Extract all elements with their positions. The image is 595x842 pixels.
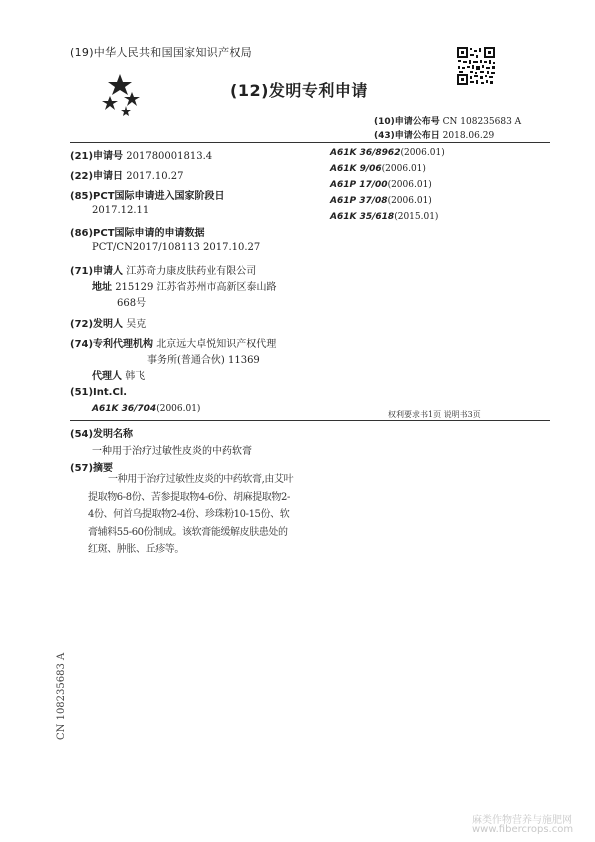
publication-date-row <box>374 128 494 141</box>
ipc-code: A61K 9/06 <box>330 164 382 174</box>
ipc-version: (2006.01) <box>400 148 445 158</box>
intcl-row <box>92 404 200 414</box>
abstract-label: (57)摘要 <box>70 463 114 474</box>
pct-entry-date: 2017.12.11 <box>92 205 150 216</box>
intcl-code: A61K 36/704 <box>92 404 157 414</box>
abstract-text: 一种用于治疗过敏性皮炎的中药软膏,由艾叶提取物6-8份、苦参提取物4-6份、胡麻提取物2-4份、何首乌提取物2-4份、珍珠粉10-15份、软膏辅料55-60份制成。该软膏能缓解皮肤患处的红斑、肿胀、丘疹等。 <box>88 474 294 556</box>
application-date-label: (22)申请日 <box>70 171 124 182</box>
pct-data-label: (86)PCT国际申请的申请数据 <box>70 228 205 239</box>
applicant-name: 江苏奇力康皮肤药业有限公司 <box>126 266 257 277</box>
cnipa-logo-icon <box>96 72 144 120</box>
pct-data: PCT/CN2017/108113 2017.10.27 <box>92 242 261 253</box>
agent-row <box>92 367 145 382</box>
agent-label: 代理人 <box>92 371 122 382</box>
publication-date: 2018.06.29 <box>442 131 495 141</box>
agency-row <box>70 335 276 350</box>
inventor-row <box>70 315 146 330</box>
agency-label: (74)专利代理机构 <box>70 339 154 350</box>
publication-number-label: (10)申请公布号 <box>374 117 440 127</box>
ipc-version: (2015.01) <box>394 212 439 222</box>
ipc-row <box>330 148 445 158</box>
agent-name: 韩飞 <box>125 371 146 382</box>
ipc-code: A61K 35/618 <box>330 212 395 222</box>
inventor-label: (72)发明人 <box>70 319 124 330</box>
agency-line-1: 北京远大卓悦知识产权代理 <box>156 339 277 350</box>
ipc-version: (2006.01) <box>387 196 432 206</box>
watermark-site-name: 麻类作物营养与施肥网 <box>472 815 572 826</box>
applicant-label: (71)申请人 <box>70 266 124 277</box>
application-date-row <box>70 167 184 182</box>
invention-title: 一种用于治疗过敏性皮炎的中药软膏 <box>92 446 252 457</box>
pct-entry-label: (85)PCT国际申请进入国家阶段日 <box>70 191 225 202</box>
side-publication-number: CN 108235683 A <box>56 652 67 740</box>
publication-date-label: (43)申请公布日 <box>374 131 440 141</box>
ipc-row <box>330 180 432 190</box>
application-number: 201780001813.4 <box>126 151 213 162</box>
address-row <box>92 278 277 293</box>
address-line-1: 215129 江苏省苏州市高新区泰山路 <box>115 282 277 293</box>
ipc-code: A61P 37/08 <box>330 196 388 206</box>
publication-number: CN 108235683 A <box>442 117 522 127</box>
agency-line-2: 事务所(普通合伙) 11369 <box>147 355 260 366</box>
ipc-code: A61K 36/8962 <box>330 148 401 158</box>
address-label: 地址 <box>92 282 112 293</box>
invention-title-label: (54)发明名称 <box>70 429 134 440</box>
application-number-row <box>70 147 212 162</box>
application-date: 2017.10.27 <box>126 171 184 182</box>
address-line-2: 668号 <box>117 298 147 309</box>
ipc-row <box>330 196 432 206</box>
ipc-row <box>330 212 438 222</box>
applicant-row <box>70 262 256 277</box>
application-number-label: (21)申请号 <box>70 151 124 162</box>
qr-code-icon <box>456 46 496 86</box>
biblio-divider <box>70 420 550 421</box>
document-type-title: (12)发明专利申请 <box>230 81 368 100</box>
watermark-url: www.fibercrops.com <box>472 824 574 835</box>
intcl-version: (2006.01) <box>156 404 201 414</box>
ipc-row <box>330 164 426 174</box>
intcl-label: (51)Int.Cl. <box>70 387 128 398</box>
inventor-name: 吴克 <box>126 319 147 330</box>
header-divider <box>70 142 550 143</box>
ipc-version: (2006.01) <box>381 164 426 174</box>
ipc-version: (2006.01) <box>387 180 432 190</box>
publication-number-row <box>374 114 521 127</box>
issuing-office: (19)中华人民共和国国家知识产权局 <box>70 46 252 59</box>
ipc-code: A61P 17/00 <box>330 180 388 190</box>
pages-note: 权利要求书1页 说明书3页 <box>388 410 481 419</box>
